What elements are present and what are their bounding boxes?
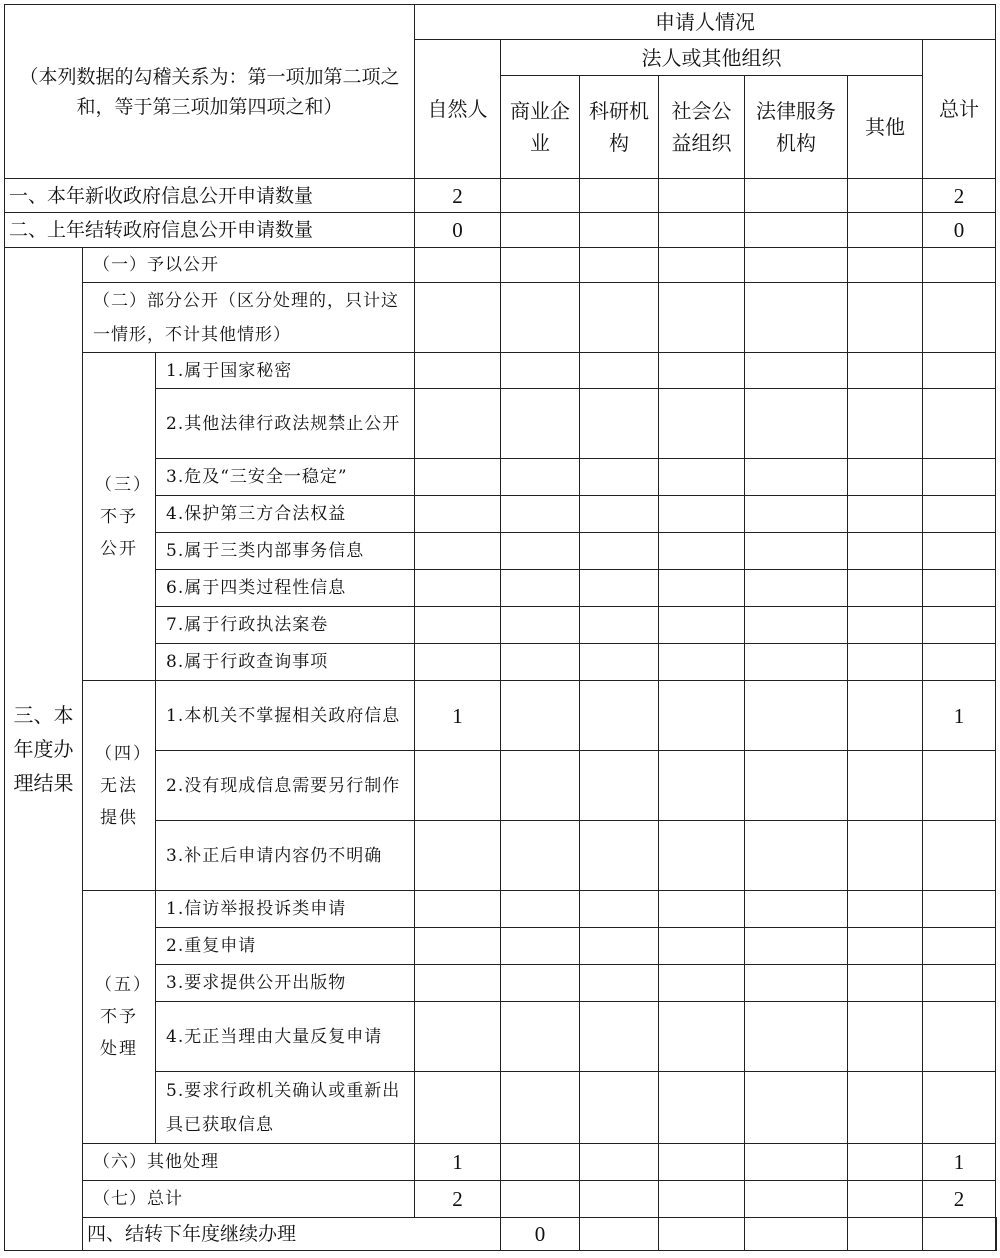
row-label: 5.要求行政机关确认或重新出具已获取信息 bbox=[156, 1072, 415, 1144]
row-label: 2.其他法律行政法规禁止公开 bbox=[156, 389, 415, 459]
row-label: （二）部分公开（区分处理的，只计这一情形，不计其他情形） bbox=[83, 283, 415, 353]
total-value: 2 bbox=[923, 179, 996, 213]
government-info-disclosure-table bbox=[4, 4, 997, 1251]
row-label: 2.重复申请 bbox=[156, 928, 415, 965]
row-label: 3.补正后申请内容仍不明确 bbox=[156, 821, 415, 891]
total-value bbox=[996, 1218, 997, 1251]
table-row bbox=[5, 891, 997, 928]
row-label: （七）总计 bbox=[83, 1181, 415, 1218]
row-label: 3.危及“三安全一稳定” bbox=[156, 459, 415, 496]
legal-or-other-header: 法人或其他组织 bbox=[501, 40, 923, 76]
natural-value: 2 bbox=[415, 179, 501, 213]
results-label: 三、本年度办理结果 bbox=[5, 248, 83, 1251]
row-label: 3.要求提供公开出版物 bbox=[156, 965, 415, 1002]
row-label: 7.属于行政执法案卷 bbox=[156, 607, 415, 644]
total-value: 2 bbox=[923, 1181, 996, 1218]
natural-value: 2 bbox=[415, 1181, 501, 1218]
natural-value: 0 bbox=[415, 213, 501, 248]
row-label: 1.属于国家秘密 bbox=[156, 353, 415, 389]
row-label: 4.无正当理由大量反复申请 bbox=[156, 1002, 415, 1072]
row-label: 4.保护第三方合法权益 bbox=[156, 496, 415, 533]
table-row bbox=[5, 213, 997, 248]
public-welfare-org-header: 社会公益组织 bbox=[659, 76, 745, 179]
row-label: 6.属于四类过程性信息 bbox=[156, 570, 415, 607]
total-value: 1 bbox=[923, 1144, 996, 1181]
table-row bbox=[5, 1218, 997, 1251]
row-label: 5.属于三类内部事务信息 bbox=[156, 533, 415, 570]
not-process-label: （五）不予处理 bbox=[83, 891, 156, 1144]
legal-service-org-header: 法律服务机构 bbox=[745, 76, 848, 179]
natural-value: 1 bbox=[415, 681, 501, 751]
row-label: （六）其他处理 bbox=[83, 1144, 415, 1181]
row-label: 1.本机关不掌握相关政府信息 bbox=[156, 681, 415, 751]
total-header: 总计 bbox=[923, 40, 996, 179]
table-row bbox=[5, 681, 997, 751]
row-label: 1.信访举报投诉类申请 bbox=[156, 891, 415, 928]
table-row bbox=[5, 1181, 997, 1218]
table-row bbox=[5, 353, 997, 389]
applicant-info-header: 申请人情况 bbox=[415, 5, 996, 40]
header-note: （本列数据的勾稽关系为：第一项加第二项之和，等于第三项加第四项之和） bbox=[5, 5, 415, 179]
row-label: 四、结转下年度继续办理 bbox=[83, 1218, 501, 1251]
table-row bbox=[5, 1144, 997, 1181]
unable-label: （四）无法提供 bbox=[83, 681, 156, 891]
table-row bbox=[5, 248, 997, 283]
table-row bbox=[5, 283, 997, 353]
not-disclose-label: （三）不予公开 bbox=[83, 353, 156, 681]
row-label: 2.没有现成信息需要另行制作 bbox=[156, 751, 415, 821]
natural-value: 1 bbox=[415, 1144, 501, 1181]
commercial-enterprise-header: 商业企业 bbox=[501, 76, 580, 179]
row-label: 8.属于行政查询事项 bbox=[156, 644, 415, 681]
research-institution-header: 科研机构 bbox=[580, 76, 659, 179]
total-value: 0 bbox=[923, 213, 996, 248]
natural-person-header: 自然人 bbox=[415, 40, 501, 179]
table-row bbox=[5, 179, 997, 213]
total-value: 1 bbox=[923, 681, 996, 751]
row-label: 二、上年结转政府信息公开申请数量 bbox=[5, 213, 415, 248]
other-org-header: 其他 bbox=[848, 76, 923, 179]
row-label: （一）予以公开 bbox=[83, 248, 415, 283]
natural-value: 0 bbox=[501, 1218, 580, 1251]
row-label: 一、本年新收政府信息公开申请数量 bbox=[5, 179, 415, 213]
